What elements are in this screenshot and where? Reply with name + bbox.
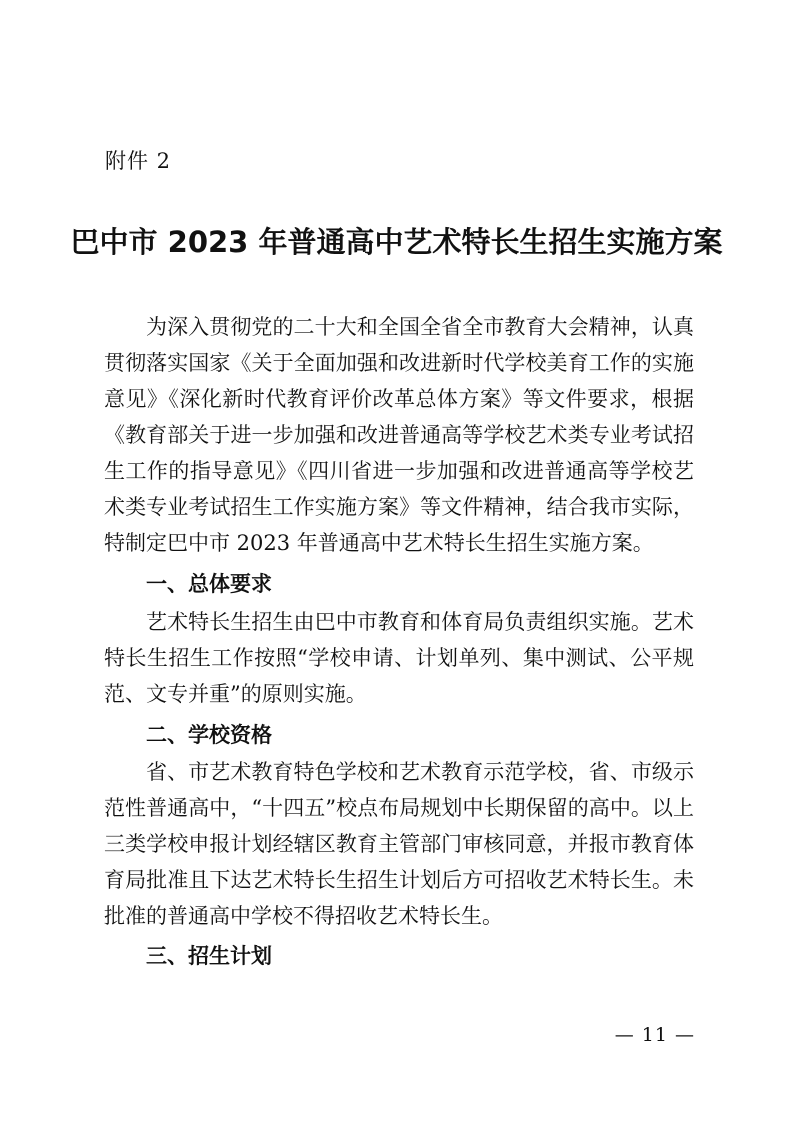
document-title: 巴中市 2023 年普通高中艺术特长生招生实施方案 — [70, 225, 723, 259]
section1-paragraph: 艺术特长生招生由巴中市教育和体育局负责组织实施。艺术特长生招生工作按照“学校申请、计划单列、集中测试、公平规范、文专并重”的原则实施。 — [104, 610, 694, 706]
section-heading-school-qualification: 二、学校资格 — [146, 723, 272, 747]
attachment-label: 附件 2 — [105, 149, 172, 173]
intro-paragraph: 为深入贯彻党的二十大和全国全省全市教育大会精神，认真贯彻落实国家《关于全面加强和改进新时代学校美育工作的实施意见》《深化新时代教育评价改革总体方案》等文件要求，根据《教育部关于进一步加强和改进普通高等学校艺术类专业考试招生工作的指导意见》《四川省进一步加强和改进普通高等学校艺术类专业考试招生工作实施方案》等文件精神，结合我市实际，特制定巴中市 2023 年普通高中艺术特长生招生实施方案。 — [104, 315, 694, 555]
section-heading-enrollment-plan: 三、招生计划 — [146, 944, 272, 968]
page-number: — 11 — — [614, 1024, 695, 1046]
section2-paragraph: 省、市艺术教育特色学校和艺术教育示范学校，省、市级示范性普通高中，“十四五”校点布局规划中长期保留的高中。以上三类学校申报计划经辖区教育主管部门审核同意，并报市教育体育局批准且下达艺术特长生招生计划后方可招收艺术特长生。未批准的普通高中学校不得招收艺术特长生。 — [104, 760, 694, 928]
section-heading-general-requirements: 一、总体要求 — [146, 572, 272, 596]
